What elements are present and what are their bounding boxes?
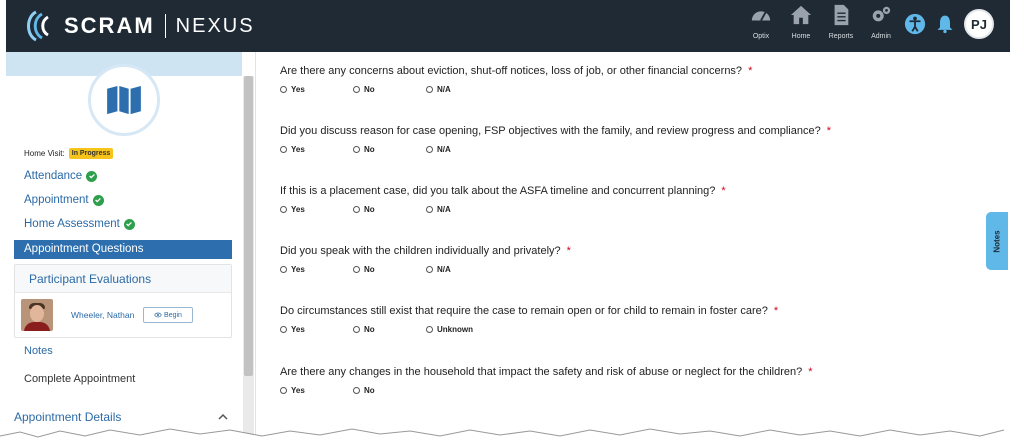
option-yes[interactable]: Yes (280, 265, 353, 274)
radio-button[interactable] (353, 266, 360, 273)
question-text: Did you discuss reason for case opening, FSP objectives with the family, and review progress and compliance? * (280, 125, 831, 137)
question-item (280, 125, 831, 154)
option-no[interactable]: No (353, 386, 426, 395)
answer-options (280, 85, 752, 94)
question-text: Did you speak with the children individually and privately? * (280, 245, 571, 257)
nav-optix[interactable] (742, 4, 780, 40)
option-yes[interactable]: Yes (280, 145, 353, 154)
sidebar-item-label: Attendance (24, 170, 83, 182)
product-name: NEXUS (175, 14, 255, 37)
home-icon (790, 4, 812, 26)
participant-evaluations-panel (14, 264, 232, 338)
appointment-sidebar (6, 52, 256, 444)
required-marker: * (808, 366, 813, 378)
radio-button[interactable] (353, 206, 360, 213)
sidebar-item-complete-appointment[interactable]: Complete Appointment (24, 373, 136, 385)
appointment-details-header[interactable]: Appointment Details (14, 410, 122, 424)
top-navbar (6, 0, 1010, 52)
sidebar-item-attendance[interactable] (24, 170, 97, 182)
scram-nexus-logo[interactable] (18, 9, 255, 43)
notifications-button[interactable] (930, 9, 960, 39)
radio-button[interactable] (353, 387, 360, 394)
nav-reports[interactable] (822, 4, 860, 40)
appointment-questions-panel (264, 52, 964, 444)
participant-name[interactable]: Wheeler, Nathan (71, 310, 135, 320)
required-marker: * (566, 245, 571, 257)
option-no[interactable]: No (353, 205, 426, 214)
answer-options (280, 205, 726, 214)
logo-divider (165, 14, 166, 38)
question-item (280, 245, 571, 274)
answer-options (280, 386, 813, 395)
reports-icon (830, 4, 852, 26)
option-no[interactable]: No (353, 145, 426, 154)
question-item (280, 366, 813, 395)
brand-name: SCRAM (64, 13, 155, 38)
radio-button[interactable] (280, 326, 287, 333)
header-nav (740, 4, 994, 40)
required-marker: * (748, 65, 753, 77)
sidebar-item-label: Home Assessment (24, 218, 120, 230)
required-marker: * (826, 125, 831, 137)
nav-optix-label: Optix (752, 33, 770, 40)
sidebar-item-notes[interactable]: Notes (24, 345, 53, 357)
radio-button[interactable] (426, 266, 433, 273)
user-avatar[interactable]: PJ (964, 9, 994, 39)
option-yes[interactable]: Yes (280, 325, 353, 334)
option-yes[interactable]: Yes (280, 205, 353, 214)
required-marker: * (721, 185, 726, 197)
begin-label: Begin (164, 311, 182, 319)
notes-tab-label: Notes (992, 229, 1002, 253)
question-text: If this is a placement case, did you talk about the ASFA timeline and concurrent planning? * (280, 185, 726, 197)
eye-icon (154, 312, 162, 318)
option-na[interactable]: N/A (426, 145, 499, 154)
option-unknown[interactable]: Unknown (426, 325, 499, 334)
question-item (280, 185, 726, 214)
sidebar-item-appointment[interactable] (24, 194, 104, 206)
accessibility-icon (904, 13, 926, 35)
radio-button[interactable] (426, 146, 433, 153)
gears-icon (870, 4, 892, 26)
nav-reports-label: Reports (828, 33, 854, 40)
answer-options (280, 145, 831, 154)
radio-button[interactable] (353, 146, 360, 153)
nav-admin[interactable] (862, 4, 900, 40)
nav-home-label: Home (791, 33, 811, 40)
radio-button[interactable] (280, 86, 287, 93)
radio-button[interactable] (353, 326, 360, 333)
question-item (280, 65, 752, 94)
begin-button[interactable] (143, 307, 193, 323)
logo-waves-icon (18, 9, 58, 43)
question-text: Do circumstances still exist that require the case to remain open or for child to remain in foster care? * (280, 305, 779, 317)
radio-button[interactable] (353, 86, 360, 93)
sidebar-item-home-assessment[interactable] (24, 218, 135, 230)
radio-button[interactable] (426, 326, 433, 333)
participant-photo (21, 299, 53, 331)
radio-button[interactable] (280, 146, 287, 153)
answer-options (280, 265, 571, 274)
sidebar-scrollbar[interactable] (243, 76, 254, 444)
check-circle-icon (124, 219, 135, 230)
option-no[interactable]: No (353, 265, 426, 274)
radio-button[interactable] (280, 387, 287, 394)
notes-side-tab[interactable] (986, 212, 1008, 270)
map-avatar (88, 64, 160, 136)
radio-button[interactable] (426, 86, 433, 93)
gauge-icon (750, 4, 772, 26)
option-no[interactable]: No (353, 325, 426, 334)
option-yes[interactable]: Yes (280, 85, 353, 94)
answer-options (280, 325, 778, 334)
torn-edge-decoration (0, 414, 1024, 444)
map-icon (105, 85, 143, 115)
bell-icon (935, 14, 955, 34)
home-visit-label: Home Visit: (24, 149, 65, 158)
nav-admin-label: Admin (871, 33, 891, 40)
participant-evaluations-heading[interactable]: Participant Evaluations (15, 265, 231, 293)
status-badge: In Progress (69, 148, 114, 159)
option-na[interactable]: N/A (426, 205, 499, 214)
sidebar-scroll-thumb[interactable] (244, 76, 253, 376)
radio-button[interactable] (426, 206, 433, 213)
radio-button[interactable] (280, 206, 287, 213)
accessibility-button[interactable] (900, 9, 930, 39)
sidebar-item-label: Appointment (24, 194, 89, 206)
question-text: Are there any concerns about eviction, shut-off notices, loss of job, or other financial concerns? * (280, 65, 753, 77)
question-item (280, 305, 778, 334)
question-text: Are there any changes in the household that impact the safety and risk of abuse or neglect for the children? * (280, 366, 813, 378)
radio-button[interactable] (280, 266, 287, 273)
check-circle-icon (86, 171, 97, 182)
participant-row (21, 299, 193, 331)
nav-home[interactable] (782, 4, 820, 40)
home-visit-status-row (24, 148, 113, 159)
option-no[interactable]: No (353, 85, 426, 94)
check-circle-icon (93, 195, 104, 206)
option-yes[interactable]: Yes (280, 386, 353, 395)
required-marker: * (773, 305, 779, 317)
option-na[interactable]: N/A (426, 265, 499, 274)
sidebar-item-appointment-questions[interactable]: Appointment Questions (14, 240, 232, 259)
option-na[interactable]: N/A (426, 85, 499, 94)
